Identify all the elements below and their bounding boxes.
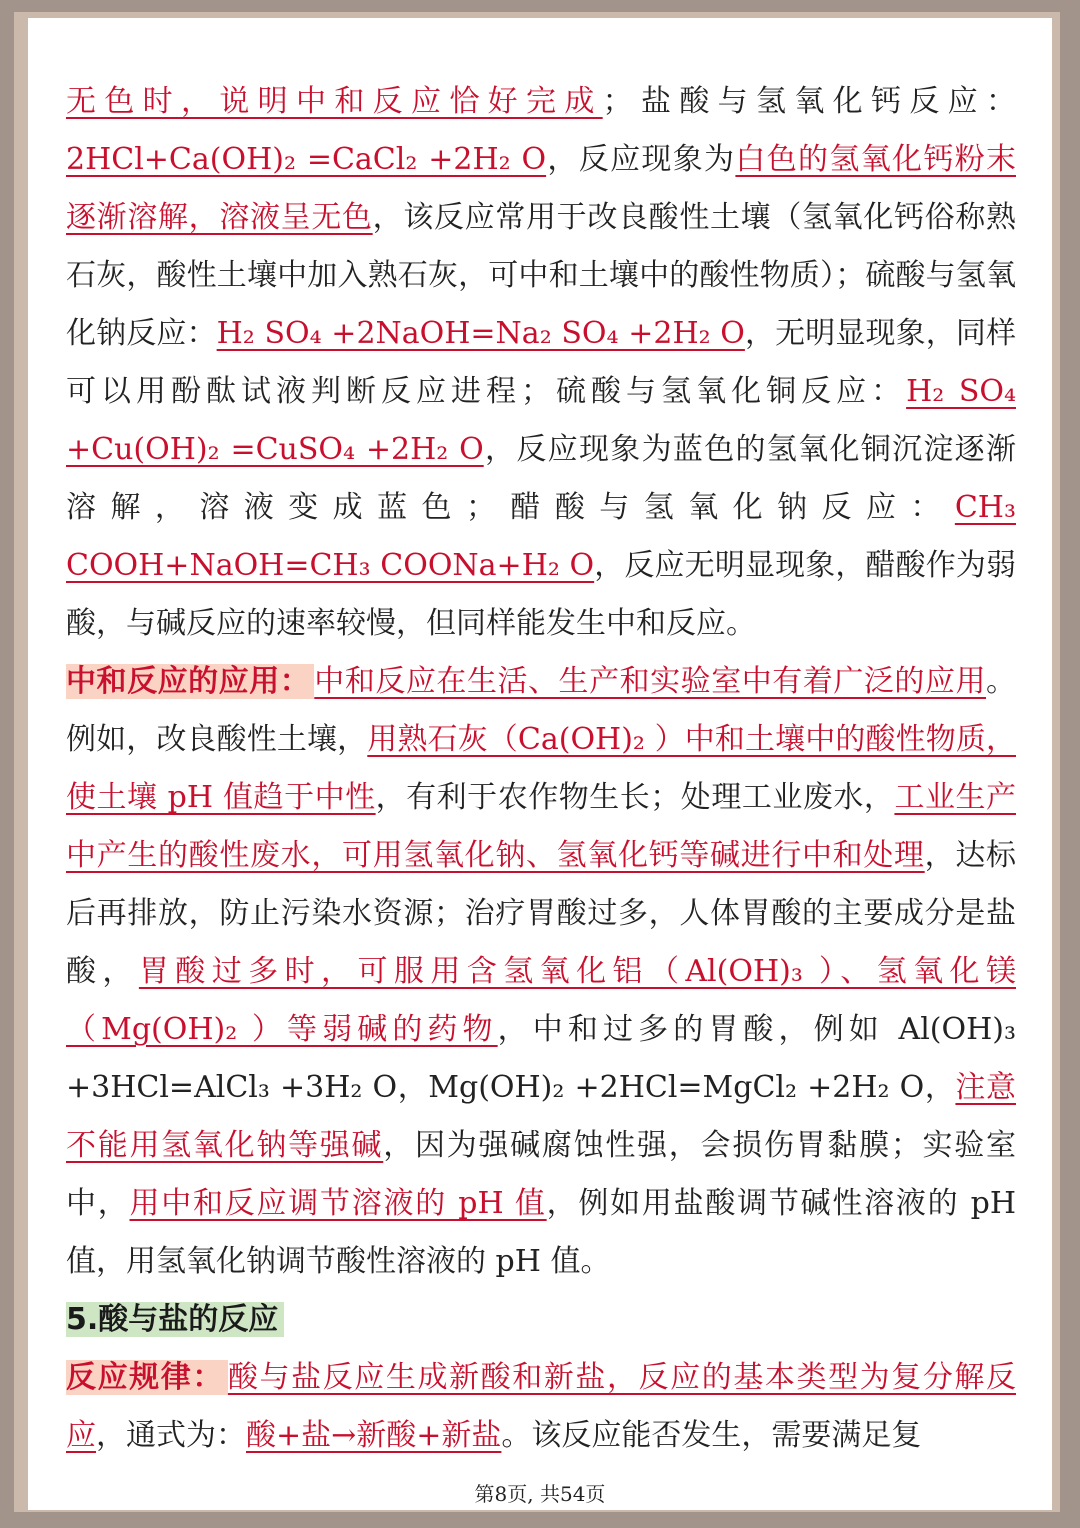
highlight-text: 用中和反应调节溶液的 pH 值 [129,1186,547,1221]
body-text: 。该反应能否发生，需要满足复 [501,1418,922,1453]
body-text: ，反应现象为蓝色的氢氧化铜沉淀逐渐溶解，溶液变成蓝色；醋酸与氢氧化钠反应： [66,432,1016,525]
body-text: ，例如用盐酸调节碱性溶液的 pH 值，用氢氧化钠调节酸性溶液的 pH 值。 [66,1186,1016,1279]
highlight-text: 工业生产中产生的酸性废水，可用氢氧化钠、氢氧化钙等碱进行中和处理 [66,780,1016,873]
body-text: 。例如，改良酸性土壤， [66,664,1017,757]
section-heading-label: 5.酸与盐的反应 [66,1302,284,1337]
highlight-text: 2HCl+Ca(OH)₂ =CaCl₂ +2H₂ O [66,142,547,177]
document-content [66,73,1016,1465]
term-label: 反应规律： [66,1360,228,1395]
body-text: ，达标后再排放，防止污染水资源；治疗胃酸过多，人体胃酸的主要成分是盐酸， [66,838,1017,989]
highlight-text: CH₃ COOH+NaOH=CH₃ COONa+H₂ O [66,490,1016,583]
body-text: ，反应无明显现象，醋酸作为弱酸，与碱反应的速率较慢，但同样能发生中和反应。 [66,548,1017,641]
highlight-text: 用熟石灰（Ca(OH)₂ ）中和土壤中的酸性物质，使土壤 pH 值趋于中性 [66,722,1017,815]
body-text: ，有利于农作物生长；处理工业废水， [375,780,895,815]
highlight-text: 无色时，说明中和反应恰好完成 [66,84,603,119]
highlight-text: 胃酸过多时，可服用含氢氧化铝（Al(OH)₃ ）、氢氧化镁（Mg(OH)₂ ）等弱碱的药物 [66,954,1016,1047]
body-text: ，因为强碱腐蚀性强，会损伤胃黏膜；实验室中， [66,1128,1017,1221]
highlight-text: 酸与盐反应生成新酸和新盐，反应的基本类型为复分解反应 [66,1360,1017,1453]
highlight-text: H₂ SO₄ +2NaOH=Na₂ SO₄ +2H₂ O [216,316,745,351]
highlight-text: 酸+盐→新酸+新盐 [246,1418,502,1453]
highlight-text: 白色的氢氧化钙粉末逐渐溶解，溶液呈无色 [66,142,1016,235]
body-text: ，该反应常用于改良酸性土壤（氢氧化钙俗称熟石灰，酸性土壤中加入熟石灰，可中和土壤中的酸性物质）；硫酸与氢氧化钠反应： [66,200,1017,351]
highlight-text: 注意不能用氢氧化钠等强碱 [66,1070,1016,1163]
body-text: ，无明显现象，同样可以用酚酞试液判断反应进程；硫酸与氢氧化铜反应： [66,316,1017,409]
paragraph-neutralization-examples [66,73,1016,653]
body-text: ；盐酸与氢氧化钙反应： [602,84,1017,119]
document-page [28,18,1052,1510]
page-footer: 第8页, 共54页 [474,1482,606,1506]
body-text: ，通式为： [96,1418,246,1453]
highlight-text: 中和反应在生活、生产和实验室中有着广泛的应用 [314,664,987,699]
body-text: ，中和过多的胃酸，例如 Al(OH)₃ +3HCl=AlCl₃ +3H₂ O，Mg(OH)₂ +2HCl=MgCl₂ +2H₂ O， [66,1012,1016,1105]
body-text: ，反应现象为 [546,142,736,177]
term-label: 中和反应的应用： [66,664,314,699]
section-heading-acid-salt [66,1291,1016,1349]
highlight-text: H₂ SO₄ +Cu(OH)₂ =CuSO₄ +2H₂ O [66,374,1016,467]
paragraph-neutralization-applications [66,653,1016,1291]
paragraph-acid-salt-rule [66,1349,1016,1465]
